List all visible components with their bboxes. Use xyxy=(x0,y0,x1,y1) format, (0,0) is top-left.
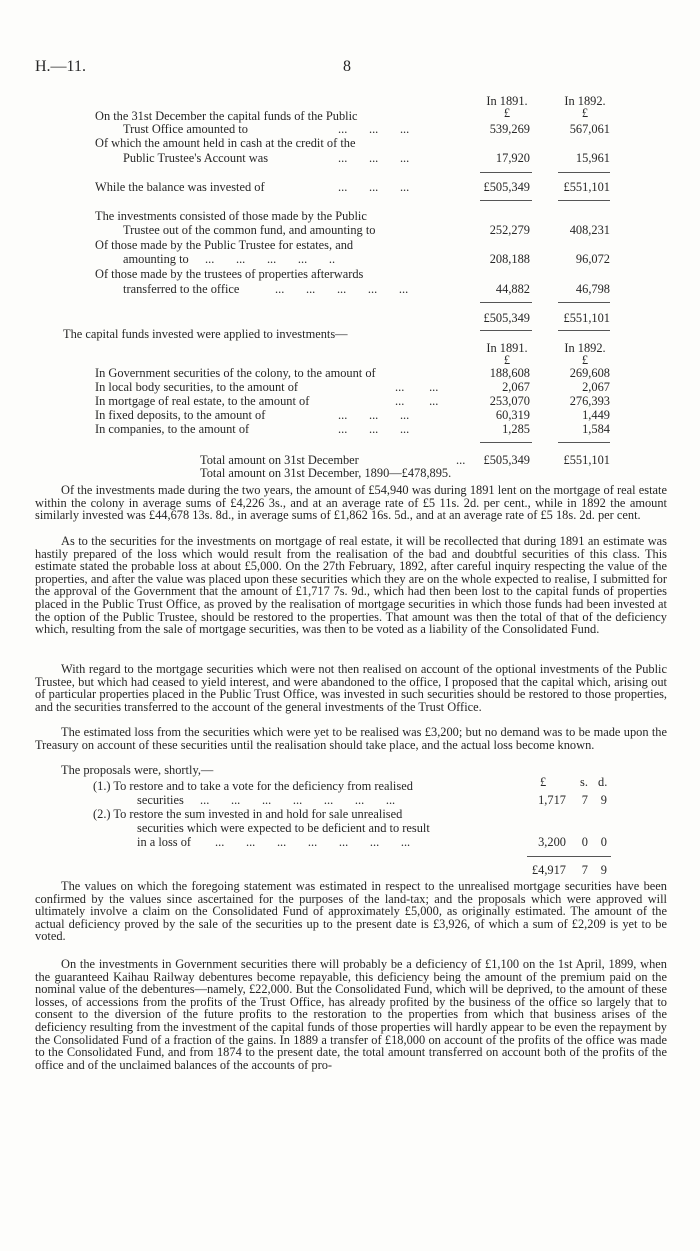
table-row xyxy=(0,367,700,381)
row-1892-value: 276,393 xyxy=(569,394,610,408)
estates-label: Of those made by the Public Trustee for estates, and xyxy=(95,238,354,252)
row-label: In Government securities of the colony, to the amount of xyxy=(95,366,376,380)
col-header-pence: d. xyxy=(598,775,608,789)
row-label: In local body securities, to the amount of xyxy=(95,380,299,394)
col-header-shillings: s. xyxy=(580,775,588,789)
properties-1892-value: 46,798 xyxy=(575,282,610,296)
row-label: In mortgage of real estate, to the amount of xyxy=(95,394,310,408)
rule xyxy=(558,302,610,303)
properties-label-cont: transferred to the office xyxy=(123,282,240,296)
estates-label-cont: amounting to xyxy=(123,252,189,266)
report-reference: H.—11. xyxy=(35,58,86,75)
table-row: In local body securities, to the amount of ... ... 2,067 2,067 xyxy=(95,380,610,394)
applied-total-1891: £505,349 xyxy=(483,453,530,467)
rule xyxy=(558,442,610,443)
row-label: In companies, to the amount of xyxy=(95,422,250,436)
rule xyxy=(480,442,532,443)
cash-label: Of which the amount held in cash at the credit of the xyxy=(95,136,356,150)
col-header-1892: In 1892. xyxy=(564,94,606,108)
proposal-1-pounds: 1,717 xyxy=(538,793,566,807)
paragraph-investments: Of the investments made during the two years, the amount of £54,940 was during 1891 lent on the mortgage of real estate within the colony in average sums of £4,226 3s., and at an average rate of £5 11s. 2d. per cent., while in 1892 the amount similarly invested was £44,678 13s. 8d., in average sums of £1,862 16s. 5d., and at an average rate of £5 18s. 2d. per cent. xyxy=(35,483,667,523)
col-header-1891: In 1891. xyxy=(486,341,528,355)
cash-1892-value: 15,961 xyxy=(575,151,610,165)
paragraph-government-securities: On the investments in Government securities there will probably be a deficiency of £1,100 on the 1st April, 1899, when the guaranteed Kaihau Railway debentures become repayable, this deficiency being the amount of the premium paid on the nominal value of the debentures—namely, £22,000. But the Consolidated Fund, which will be deprived, to the amount of these losses, of accessions from the profits of the Trust Office, has already profited by the business of the office so largely that to consent to the diversion of the future profits to the restoration to the properties from which that business arises of the deficiency resulting from the investment of the capital funds of those properties will hardly appear to be even the repayment by the Consolidated Fund of a fraction of the gains. In 1889 a transfer of £18,000 on account of the profits of the office was made to the Consolidated Fund, and from 1874 to the present date, the total amount transferred on account both of the profits of the office and of the unclaimed balances of the accounts of pro- xyxy=(35,957,667,1072)
rule xyxy=(558,172,610,173)
row-1892-value: 2,067 xyxy=(582,380,610,394)
col-header-1892: In 1892. xyxy=(564,341,606,355)
proposal-1-label: (1.) To restore and to take a vote for the deficiency from realised xyxy=(93,779,413,793)
applied-intro: The capital funds invested were applied to investments— xyxy=(63,327,348,341)
rule xyxy=(558,200,610,201)
total-1890: Total amount on 31st December, 1890—£478,895. xyxy=(200,466,452,480)
estates-1891-value: 208,188 xyxy=(489,252,530,266)
proposal-2-label-cont2: in a loss of xyxy=(137,835,192,849)
cash-label-cont: Public Trustee's Account was xyxy=(123,151,269,165)
rule xyxy=(480,302,532,303)
proposal-2-pence: 0 xyxy=(600,835,607,849)
paragraph-proposals-intro: The proposals were, shortly,— xyxy=(61,763,214,777)
row-1891-value: 60,319 xyxy=(495,408,530,422)
col-header-pounds: £ xyxy=(540,775,547,789)
document-page: H.—11. 8 In 1891. In 1892. £ £ On the 31st December the capital funds of the Public Trust Office amounted to ... ... ... 539,269 567,061 Of which the amount held in cash at the credit of the Public Trustee's Account was ... ... ... 17,920 15,961 While the balance was invested of ... ... ... £505,349 £551,101 The investments consisted of those made by the Public Trustee out of the common fund, and amounting to 252,279 408,231 Of those made by the Public Trustee for estates, and amounting to ... ... ... ... .. 208,188 96,072 Of those made by the trustees of properties afterwards transferred to the office ... ... ... ... ... 44,882 46,798 £505,349 £551,101 The capital funds invested were applied to investments— In 1891. In 1892. £ £ In Government securities of the colony, to the amount of 188,608 269,608 In local body securities, to the amount of ... ... 2,067 2,067 In mortgage of real estate, to the amount of ... ... 253,070 276,393 In fixed deposits, to the amount of ... ... ... 60,319 1,449 In companies, to the amount of ... ... ... 1,285 1,584 Total amount on 31st December ... £505,349 £551,101 Total amount on 31st December, 1890—£478,895. Of the investments made during the two years, the amount of £54,940 was during 1891 lent on the mortgage of real estate within the colony in average sums of £4,226 3s., and at an average rate of £5 11s. 2d. per cent., while in 1892 the amount similarly invested was £44,678 13s. 8d., in average sums of £1,862 16s. 5d., and at an average rate of £5 18s. 2d. per cent. As to the securities for the investments on mortgage of real estate, it will be recollected that during 1891 an estimate was hastily prepared of the loss which would result from the realisation of the bad and doubtful securities of this class. This estimate stated the probable loss at about £5,000. On the 27th February, 1892, after careful inquiry respecting the value of the properties, and after the value was placed upon these securities which they are on the whole expected to realise, I submitted for the approval of the Government that the amount of £1,717 7s. 9d., which had then been lost to the capital funds of properties placed in the Public Trust Office, as proved by the realisation of mortgage securities in which those funds had been invested at the option of the Public Trustee, should be restored to the properties. That amount was then the total of that of the deficiency which, resulting from the sale of mortgage securities, was then to be voted as a liability of the Consolidated Fund. With regard to the mortgage securities which were not then realised on account of the optional investments of the Public Trustee, but which had ceased to yield interest, and were abandoned to the office, I proposed that the capital which, arising out of particular properties placed in the Public Trust Office, was invested in such securities should be restored to those properties, and the securities transferred to the account of the general investments of the Trust Office. The estimated loss from the securities which were yet to be realised was £3,200; but no demand was to be made upon the Treasury on account of these securities until the realisation should take place, and the actual loss become known. The proposals were, shortly,— £ s. d. (1.) To restore and to take a vote for the deficiency from realised securities ... ... ... ... ... ... ... 1,717 7 9 (2.) To restore the sum invested in and hold for sale unrealised securities which were expected to be deficient and to result in a loss of ... ... ... ... ... ... ... 3,200 0 0 £4,917 7 9 The values on which the foregoing statement was estimated in respect to the unrealised mortgage securities have been confirmed by the values since ascertained for the purposes of the land-tax; and the proposals which were approved will ultimately involve a claim on the Consolidated Fund of approximately £5,000, as originally estimated. The amount of the actual deficiency proved by the sale of the securities up to the present date is £3,926, of which a sum of £2,209 is yet to be voted. On the investments in Government securities there will probably be a deficiency of £1,100 on the 1st April, 1899, when the guaranteed Kaihau Railway debentures become repayable, this deficiency being the amount of the premium paid on the nominal value of the debentures—namely, £22,000. But the Consolidated Fund, which will be deprived, to the amount of these losses, of accessions from the profits of the Trust Office, has already profited by the business of the office so largely that to consent to the diversion of the future profits to the restoration to the properties from which that business arises of the deficiency resulting from the investment of the capital funds of those properties will hardly appear to be even the repayment by the Consolidated Fund of a fraction of the gains. In 1889 a transfer of £18,000 on account of the profits of the office was made to the Consolidated Fund, and from 1874 to the present date, the total amount transferred on account both of the profits of the office and of the unclaimed balances of the accounts of pro- xyxy=(0,0,700,1251)
properties-1891-value: 44,882 xyxy=(495,282,530,296)
common-1891-value: 252,279 xyxy=(489,223,530,237)
paragraph-confirmed-values: The values on which the foregoing statement was estimated in respect to the unrealised mortgage securities have been confirmed by the values since ascertained for the purposes of the land-tax; and the proposals which were approved will ultimately involve a claim on the Consolidated Fund of approximately £5,000, as originally estimated. The amount of the actual deficiency proved by the sale of the securities up to the present date is £3,926, of which a sum of £2,209 is yet to be voted. xyxy=(35,879,667,944)
row-1891-value: 1,285 xyxy=(502,422,530,436)
paragraph-optional-investments: With regard to the mortgage securities which were not then realised on account of the optional investments of the Public Trustee, but which had ceased to yield interest, and were abandoned to the office, I proposed that the capital which, arising out of particular properties placed in the Public Trust Office, was invested in such securities should be restored to those properties, and the securities transferred to the account of the general investments of the Trust Office. xyxy=(35,662,667,714)
row-1892-value: 1,584 xyxy=(582,422,610,436)
proposal-1-pence: 9 xyxy=(600,793,607,807)
currency-1892: £ xyxy=(581,106,589,120)
balance-1892-value: £551,101 xyxy=(563,180,610,194)
currency-1891: £ xyxy=(503,353,511,367)
page-number: 8 xyxy=(343,58,351,75)
proposals-total-pence: 9 xyxy=(600,863,607,877)
row-1891-value: 253,070 xyxy=(489,394,530,408)
balance-1891-value: £505,349 xyxy=(483,180,530,194)
row-1891-value: 188,608 xyxy=(489,366,530,380)
proposal-1-label-cont: securities xyxy=(137,793,184,807)
funds-total-1891: £505,349 xyxy=(483,311,530,325)
currency-1892: £ xyxy=(581,353,589,367)
cash-1891-value: 17,920 xyxy=(495,151,530,165)
capital-1891-value: 539,269 xyxy=(489,122,530,136)
paragraph-estimated-loss: The estimated loss from the securities which were yet to be realised was £3,200; but no demand was to be made upon the Treasury on account of these securities until the realisation should take place, and the actual loss become known. xyxy=(35,725,667,752)
table-row: In companies, to the amount of ... ... ... 1,285 1,584 xyxy=(95,422,610,436)
col-header-1891: In 1891. xyxy=(486,94,528,108)
applied-total-1892: £551,101 xyxy=(563,453,610,467)
common-1892-value: 408,231 xyxy=(569,223,610,237)
row-1892-value: 269,608 xyxy=(569,366,610,380)
proposal-2-label: (2.) To restore the sum invested in and hold for sale unrealised xyxy=(93,807,403,821)
rule xyxy=(480,172,532,173)
row-1892-value: 1,449 xyxy=(582,408,610,422)
proposal-1-shillings: 7 xyxy=(581,793,588,807)
estates-1892-value: 96,072 xyxy=(575,252,610,266)
common-fund-label-cont: Trustee out of the common fund, and amounting to xyxy=(123,223,376,237)
table-row: In fixed deposits, to the amount of ... ... ... 60,319 1,449 xyxy=(95,408,610,422)
common-fund-label: The investments consisted of those made by the Public xyxy=(95,209,367,223)
proposal-2-shillings: 0 xyxy=(581,835,588,849)
proposal-2-label-cont: securities which were expected to be deficient and to result xyxy=(137,821,430,835)
funds-total-1892: £551,101 xyxy=(563,311,610,325)
proposals-total-pounds: £4,917 xyxy=(531,863,566,877)
table-row: In mortgage of real estate, to the amount of ... ... 253,070 276,393 xyxy=(95,394,610,408)
capital-funds-label-cont: Trust Office amounted to xyxy=(123,122,248,136)
row-1891-value: 2,067 xyxy=(502,380,530,394)
capital-funds-label: On the 31st December the capital funds of the Public xyxy=(95,109,358,123)
applied-total-label: Total amount on 31st December xyxy=(200,453,359,467)
row-label: In fixed deposits, to the amount of xyxy=(95,408,266,422)
rule xyxy=(527,856,611,857)
proposal-2-pounds: 3,200 xyxy=(538,835,566,849)
properties-label: Of those made by the trustees of properties afterwards xyxy=(95,267,364,281)
capital-1892-value: 567,061 xyxy=(569,122,610,136)
proposals-total-shillings: 7 xyxy=(581,863,588,877)
currency-1891: £ xyxy=(503,106,511,120)
paragraph-mortgage-securities: As to the securities for the investments on mortgage of real estate, it will be recollected that during 1891 an estimate was hastily prepared of the loss which would result from the realisation of the bad and doubtful securities of this class. This estimate stated the probable loss at about £5,000. On the 27th February, 1892, after careful inquiry respecting the value of the properties, and after the value was placed upon these securities which they are on the whole expected to realise, I submitted for the approval of the Government that the amount of £1,717 7s. 9d., which had then been lost to the capital funds of properties placed in the Public Trust Office, as proved by the realisation of mortgage securities in which those funds had been invested at the option of the Public Trustee, should be restored to the properties. That amount was then the total of that of the deficiency which, resulting from the sale of mortgage securities, was then to be voted as a liability of the Consolidated Fund. xyxy=(35,534,667,637)
balance-label: While the balance was invested of xyxy=(95,180,265,194)
rule xyxy=(480,200,532,201)
